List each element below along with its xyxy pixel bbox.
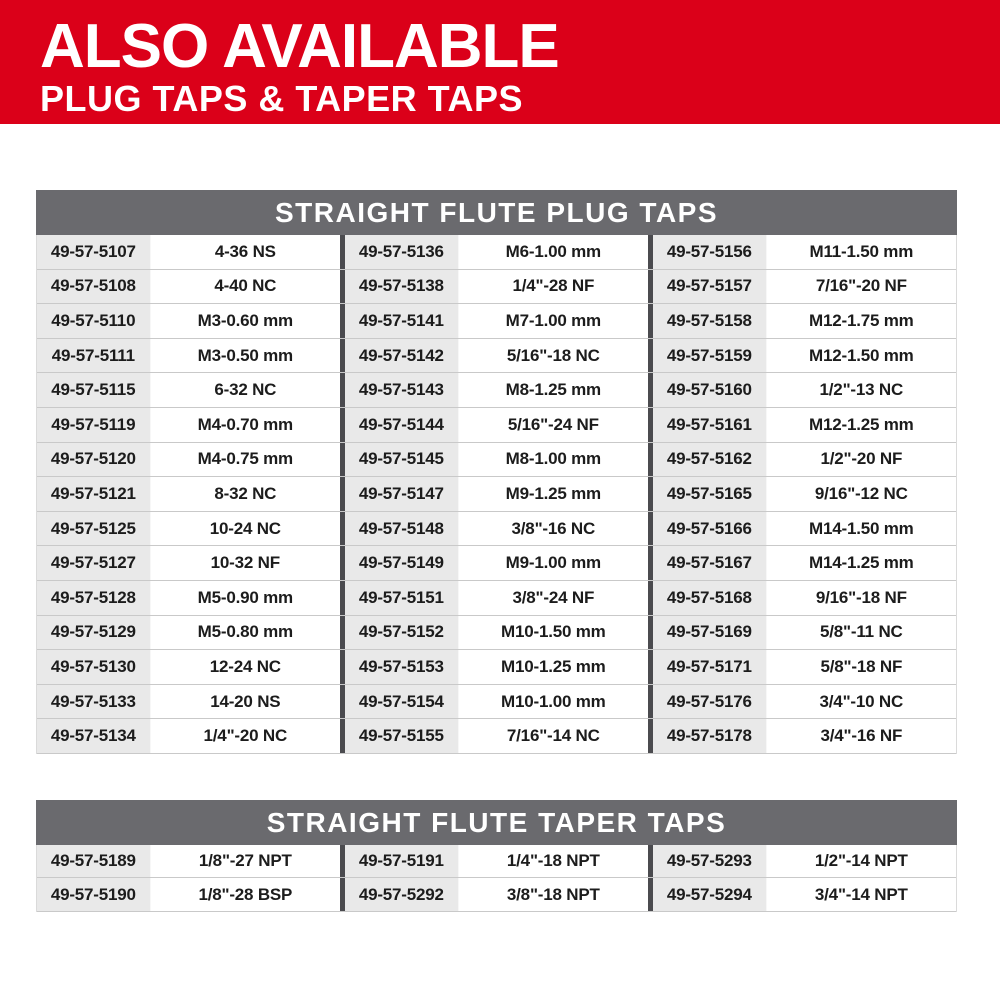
taper-taps-table-body bbox=[36, 845, 957, 912]
part-size-pair bbox=[340, 878, 648, 911]
part-size-pair bbox=[340, 581, 648, 615]
part-number-cell: 49-57-5151 bbox=[345, 581, 459, 615]
part-number-cell: 49-57-5156 bbox=[653, 235, 767, 269]
size-cell: 1/4"-20 NC bbox=[151, 719, 340, 753]
part-size-pair bbox=[648, 546, 956, 580]
part-number-cell: 49-57-5121 bbox=[37, 477, 151, 511]
table-row bbox=[37, 845, 956, 879]
part-number-cell: 49-57-5155 bbox=[345, 719, 459, 753]
table-row bbox=[37, 650, 956, 685]
part-number-cell: 49-57-5168 bbox=[653, 581, 767, 615]
table-row bbox=[37, 546, 956, 581]
part-number-cell: 49-57-5142 bbox=[345, 339, 459, 373]
size-cell: M12-1.75 mm bbox=[767, 304, 956, 338]
part-size-pair bbox=[340, 845, 648, 878]
part-size-pair bbox=[340, 270, 648, 304]
size-cell: 3/8"-18 NPT bbox=[459, 878, 648, 911]
part-number-cell: 49-57-5158 bbox=[653, 304, 767, 338]
size-cell: 10-24 NC bbox=[151, 512, 340, 546]
part-size-pair bbox=[648, 339, 956, 373]
size-cell: M3-0.50 mm bbox=[151, 339, 340, 373]
part-size-pair bbox=[340, 373, 648, 407]
part-number-cell: 49-57-5119 bbox=[37, 408, 151, 442]
part-size-pair bbox=[648, 845, 956, 878]
part-number-cell: 49-57-5133 bbox=[37, 685, 151, 719]
part-size-pair bbox=[37, 512, 340, 546]
part-number-cell: 49-57-5110 bbox=[37, 304, 151, 338]
part-number-cell: 49-57-5108 bbox=[37, 270, 151, 304]
size-cell: 3/4"-10 NC bbox=[767, 685, 956, 719]
size-cell: 3/4"-14 NPT bbox=[767, 878, 956, 911]
part-size-pair bbox=[648, 616, 956, 650]
tables-area bbox=[0, 190, 1000, 912]
size-cell: 7/16"-14 NC bbox=[459, 719, 648, 753]
part-size-pair bbox=[340, 443, 648, 477]
size-cell: 4-36 NS bbox=[151, 235, 340, 269]
part-size-pair bbox=[648, 304, 956, 338]
part-number-cell: 49-57-5176 bbox=[653, 685, 767, 719]
banner-subtitle: PLUG TAPS & TAPER TAPS bbox=[40, 78, 524, 119]
part-number-cell: 49-57-5294 bbox=[653, 878, 767, 911]
part-number-cell: 49-57-5136 bbox=[345, 235, 459, 269]
part-number-cell: 49-57-5171 bbox=[653, 650, 767, 684]
part-number-cell: 49-57-5130 bbox=[37, 650, 151, 684]
table-row bbox=[37, 270, 956, 305]
table-row bbox=[37, 235, 956, 270]
part-number-cell: 49-57-5129 bbox=[37, 616, 151, 650]
part-size-pair bbox=[37, 373, 340, 407]
part-size-pair bbox=[340, 304, 648, 338]
part-size-pair bbox=[648, 477, 956, 511]
part-number-cell: 49-57-5141 bbox=[345, 304, 459, 338]
size-cell: M6-1.00 mm bbox=[459, 235, 648, 269]
table-row bbox=[37, 512, 956, 547]
size-cell: 7/16"-20 NF bbox=[767, 270, 956, 304]
part-size-pair bbox=[648, 650, 956, 684]
part-number-cell: 49-57-5169 bbox=[653, 616, 767, 650]
part-size-pair bbox=[648, 270, 956, 304]
size-cell: 1/8"-27 NPT bbox=[151, 845, 340, 878]
part-size-pair bbox=[37, 304, 340, 338]
size-cell: M12-1.25 mm bbox=[767, 408, 956, 442]
part-size-pair bbox=[340, 235, 648, 269]
part-size-pair bbox=[340, 339, 648, 373]
table-row bbox=[37, 719, 956, 754]
size-cell: M14-1.50 mm bbox=[767, 512, 956, 546]
size-cell: 9/16"-18 NF bbox=[767, 581, 956, 615]
part-size-pair bbox=[340, 650, 648, 684]
part-number-cell: 49-57-5145 bbox=[345, 443, 459, 477]
table-row bbox=[37, 408, 956, 443]
size-cell: 1/8"-28 BSP bbox=[151, 878, 340, 911]
part-number-cell: 49-57-5147 bbox=[345, 477, 459, 511]
part-size-pair bbox=[340, 616, 648, 650]
size-cell: 8-32 NC bbox=[151, 477, 340, 511]
part-size-pair bbox=[37, 719, 340, 753]
part-size-pair bbox=[648, 719, 956, 753]
size-cell: 10-32 NF bbox=[151, 546, 340, 580]
part-number-cell: 49-57-5128 bbox=[37, 581, 151, 615]
table-row bbox=[37, 616, 956, 651]
size-cell: 1/4"-28 NF bbox=[459, 270, 648, 304]
size-cell: M12-1.50 mm bbox=[767, 339, 956, 373]
part-number-cell: 49-57-5148 bbox=[345, 512, 459, 546]
part-size-pair bbox=[648, 408, 956, 442]
part-size-pair bbox=[37, 339, 340, 373]
part-size-pair bbox=[37, 581, 340, 615]
part-size-pair bbox=[37, 270, 340, 304]
part-size-pair bbox=[340, 408, 648, 442]
size-cell: 3/8"-16 NC bbox=[459, 512, 648, 546]
table-row bbox=[37, 443, 956, 478]
size-cell: 12-24 NC bbox=[151, 650, 340, 684]
part-size-pair bbox=[648, 235, 956, 269]
table-row bbox=[37, 373, 956, 408]
part-number-cell: 49-57-5115 bbox=[37, 373, 151, 407]
part-number-cell: 49-57-5159 bbox=[653, 339, 767, 373]
size-cell: M11-1.50 mm bbox=[767, 235, 956, 269]
size-cell: M10-1.00 mm bbox=[459, 685, 648, 719]
part-size-pair bbox=[340, 546, 648, 580]
part-number-cell: 49-57-5165 bbox=[653, 477, 767, 511]
part-size-pair bbox=[340, 685, 648, 719]
size-cell: 5/16"-18 NC bbox=[459, 339, 648, 373]
table-row bbox=[37, 878, 956, 912]
size-cell: M7-1.00 mm bbox=[459, 304, 648, 338]
part-size-pair bbox=[37, 408, 340, 442]
part-size-pair bbox=[37, 616, 340, 650]
part-size-pair bbox=[37, 878, 340, 911]
part-size-pair bbox=[648, 581, 956, 615]
size-cell: M14-1.25 mm bbox=[767, 546, 956, 580]
table-row bbox=[37, 685, 956, 720]
size-cell: 5/8"-11 NC bbox=[767, 616, 956, 650]
part-number-cell: 49-57-5162 bbox=[653, 443, 767, 477]
part-number-cell: 49-57-5152 bbox=[345, 616, 459, 650]
plug-taps-table bbox=[36, 190, 957, 754]
plug-taps-table-body bbox=[36, 235, 957, 754]
size-cell: 3/8"-24 NF bbox=[459, 581, 648, 615]
size-cell: 5/8"-18 NF bbox=[767, 650, 956, 684]
part-number-cell: 49-57-5189 bbox=[37, 845, 151, 878]
part-number-cell: 49-57-5166 bbox=[653, 512, 767, 546]
table-row bbox=[37, 339, 956, 374]
part-number-cell: 49-57-5134 bbox=[37, 719, 151, 753]
size-cell: M10-1.25 mm bbox=[459, 650, 648, 684]
part-size-pair bbox=[37, 235, 340, 269]
table-row bbox=[37, 581, 956, 616]
size-cell: 1/4"-18 NPT bbox=[459, 845, 648, 878]
part-size-pair bbox=[37, 477, 340, 511]
part-number-cell: 49-57-5125 bbox=[37, 512, 151, 546]
size-cell: M5-0.80 mm bbox=[151, 616, 340, 650]
part-number-cell: 49-57-5144 bbox=[345, 408, 459, 442]
promo-banner bbox=[0, 0, 1000, 124]
size-cell: M9-1.00 mm bbox=[459, 546, 648, 580]
part-size-pair bbox=[37, 685, 340, 719]
part-number-cell: 49-57-5154 bbox=[345, 685, 459, 719]
part-size-pair bbox=[37, 546, 340, 580]
taper-taps-table-title: STRAIGHT FLUTE TAPER TAPS bbox=[36, 800, 957, 845]
size-cell: M3-0.60 mm bbox=[151, 304, 340, 338]
size-cell: M4-0.75 mm bbox=[151, 443, 340, 477]
part-size-pair bbox=[37, 443, 340, 477]
size-cell: M8-1.25 mm bbox=[459, 373, 648, 407]
part-number-cell: 49-57-5161 bbox=[653, 408, 767, 442]
table-row bbox=[37, 304, 956, 339]
part-number-cell: 49-57-5191 bbox=[345, 845, 459, 878]
part-size-pair bbox=[340, 477, 648, 511]
part-number-cell: 49-57-5292 bbox=[345, 878, 459, 911]
part-size-pair bbox=[648, 443, 956, 477]
part-size-pair bbox=[648, 878, 956, 911]
part-number-cell: 49-57-5293 bbox=[653, 845, 767, 878]
table-row bbox=[37, 477, 956, 512]
part-size-pair bbox=[340, 512, 648, 546]
part-number-cell: 49-57-5120 bbox=[37, 443, 151, 477]
part-number-cell: 49-57-5138 bbox=[345, 270, 459, 304]
taper-taps-table bbox=[36, 800, 957, 912]
size-cell: 6-32 NC bbox=[151, 373, 340, 407]
part-number-cell: 49-57-5190 bbox=[37, 878, 151, 911]
size-cell: 1/2"-20 NF bbox=[767, 443, 956, 477]
size-cell: 3/4"-16 NF bbox=[767, 719, 956, 753]
size-cell: M10-1.50 mm bbox=[459, 616, 648, 650]
part-size-pair bbox=[37, 845, 340, 878]
size-cell: 1/2"-13 NC bbox=[767, 373, 956, 407]
part-size-pair bbox=[340, 719, 648, 753]
part-number-cell: 49-57-5167 bbox=[653, 546, 767, 580]
size-cell: M4-0.70 mm bbox=[151, 408, 340, 442]
part-number-cell: 49-57-5160 bbox=[653, 373, 767, 407]
part-number-cell: 49-57-5153 bbox=[345, 650, 459, 684]
size-cell: M5-0.90 mm bbox=[151, 581, 340, 615]
part-size-pair bbox=[648, 512, 956, 546]
part-number-cell: 49-57-5107 bbox=[37, 235, 151, 269]
part-number-cell: 49-57-5127 bbox=[37, 546, 151, 580]
size-cell: 4-40 NC bbox=[151, 270, 340, 304]
part-number-cell: 49-57-5143 bbox=[345, 373, 459, 407]
part-number-cell: 49-57-5178 bbox=[653, 719, 767, 753]
size-cell: 5/16"-24 NF bbox=[459, 408, 648, 442]
part-number-cell: 49-57-5157 bbox=[653, 270, 767, 304]
plug-taps-table-title: STRAIGHT FLUTE PLUG TAPS bbox=[36, 190, 957, 235]
part-number-cell: 49-57-5111 bbox=[37, 339, 151, 373]
banner-title: ALSO AVAILABLE bbox=[40, 12, 559, 81]
part-size-pair bbox=[37, 650, 340, 684]
size-cell: 1/2"-14 NPT bbox=[767, 845, 956, 878]
part-number-cell: 49-57-5149 bbox=[345, 546, 459, 580]
part-size-pair bbox=[648, 373, 956, 407]
size-cell: 9/16"-12 NC bbox=[767, 477, 956, 511]
part-size-pair bbox=[648, 685, 956, 719]
size-cell: M9-1.25 mm bbox=[459, 477, 648, 511]
size-cell: 14-20 NS bbox=[151, 685, 340, 719]
size-cell: M8-1.00 mm bbox=[459, 443, 648, 477]
